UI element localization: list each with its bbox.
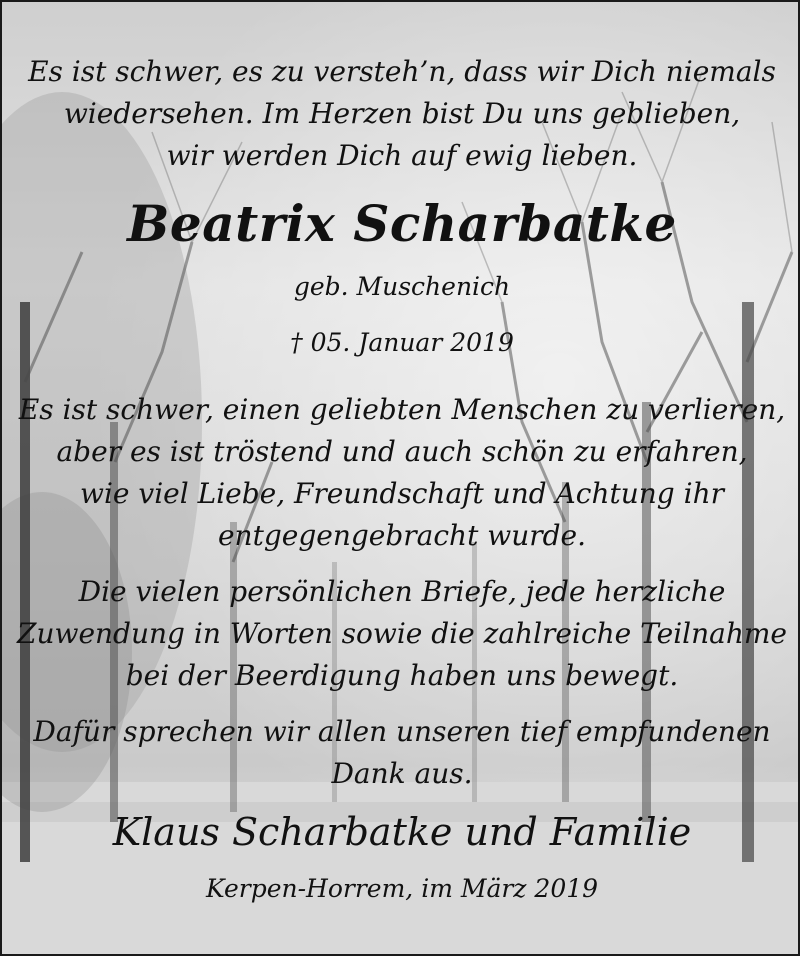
paragraph-1-line-2: aber es ist tröstend und auch schön zu erfahren,	[56, 435, 748, 468]
maiden-name: geb. Muschenich	[293, 272, 511, 301]
paragraph-2-line-3: bei der Beerdigung haben uns bewegt.	[125, 659, 679, 692]
paragraph-2-line-1: Die vielen persönlichen Briefe, jede herzliche	[78, 575, 726, 608]
paragraph-2-line-2: Zuwendung in Worten sowie die zahlreiche Teilnahme	[17, 617, 787, 650]
verse-line-3: wir werden Dich auf ewig lieben.	[166, 139, 638, 172]
signature: Klaus Scharbatke und Familie	[112, 810, 692, 854]
deceased-name: Beatrix Scharbatke	[127, 194, 677, 253]
paragraph-3-line-2: Dank aus.	[331, 757, 473, 790]
paragraph-3-line-1: Dafür sprechen wir allen unseren tief empfundenen	[33, 715, 771, 748]
death-date: † 05. Januar 2019	[290, 328, 514, 357]
paragraph-1-line-4: entgegengebracht wurde.	[217, 519, 587, 552]
paragraph-1-line-3: wie viel Liebe, Freundschaft und Achtung ihr	[79, 477, 724, 510]
verse-line-2: wiedersehen. Im Herzen bist Du uns geblieben,	[63, 97, 741, 130]
place-and-date: Kerpen-Horrem, im März 2019	[205, 874, 599, 903]
verse-line-1: Es ist schwer, es zu versteh’n, dass wir Dich niemals	[28, 55, 776, 88]
paragraph-1-line-1: Es ist schwer, einen geliebten Menschen zu verlieren,	[18, 393, 786, 426]
